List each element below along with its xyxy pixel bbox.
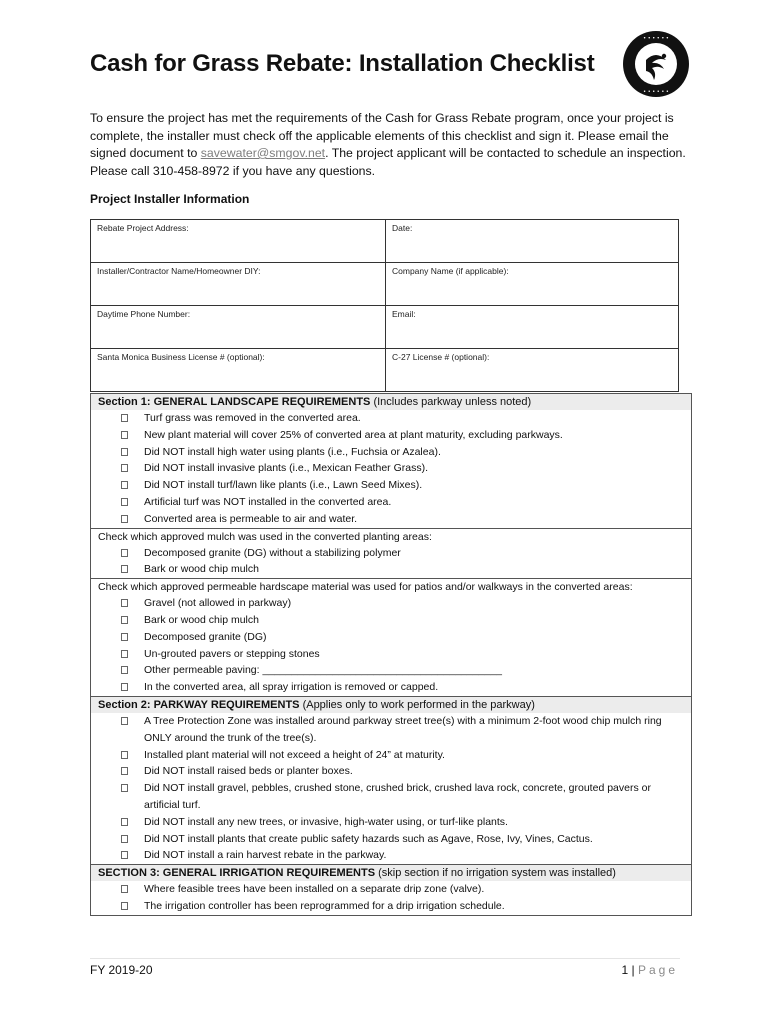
intro-paragraph xyxy=(90,110,690,180)
checkbox[interactable] xyxy=(121,565,128,573)
checklist-item-text: Did NOT install gravel, pebbles, crushed stone, crushed brick, crushed lava rock, concrete, grouted pavers or artificial turf. xyxy=(144,782,651,811)
checklist-subheading: Check which approved mulch was used in the converted planting areas: xyxy=(91,528,691,545)
checkbox[interactable] xyxy=(121,835,128,843)
checklist-item-text: Did NOT install plants that create public safety hazards such as Agave, Rose, Ivy, Vines, Cactus. xyxy=(144,832,593,845)
info-field[interactable]: Company Name (if applicable): xyxy=(386,263,679,306)
checklist-item xyxy=(91,494,691,511)
installer-info-table xyxy=(90,219,679,392)
page-label: Page xyxy=(637,963,678,977)
svg-text:• • • • • •: • • • • • • xyxy=(643,89,669,95)
page-number: 1 xyxy=(621,963,629,977)
checklist-item-text: Installed plant material will not exceed a height of 24” at maturity. xyxy=(144,748,445,761)
section-note: (skip section if no irrigation system was installed) xyxy=(378,867,616,880)
checklist-item-text: Turf grass was removed in the converted area. xyxy=(144,412,361,424)
checklist-item xyxy=(91,713,691,747)
checklist-item xyxy=(91,545,691,562)
info-field[interactable]: Date: xyxy=(386,220,679,263)
section-header xyxy=(91,864,691,881)
checklist-item xyxy=(91,646,691,663)
fiscal-year-label: FY 2019-20 xyxy=(90,963,153,977)
page-indicator xyxy=(621,963,678,977)
section-note: (Includes parkway unless noted) xyxy=(373,396,532,408)
footer-divider xyxy=(90,958,680,959)
info-field[interactable]: C-27 License # (optional): xyxy=(386,349,679,392)
requirements-checklist xyxy=(90,393,692,916)
info-row xyxy=(91,349,679,392)
checklist-item-text: A Tree Protection Zone was installed around parkway street tree(s) with a minimum 2-foot wood chip mulch ring ONLY around the trunk of the tree(s). xyxy=(144,714,662,744)
checkbox[interactable] xyxy=(121,549,128,557)
checklist-item xyxy=(91,831,691,848)
section-header xyxy=(91,696,691,713)
checklist-item xyxy=(91,763,691,780)
section-header xyxy=(91,394,691,410)
page-separator: | xyxy=(631,963,635,977)
checklist-item-text: New plant material will cover 25% of converted area at plant maturity, excluding parkways. xyxy=(144,428,563,441)
checkbox[interactable] xyxy=(121,666,128,674)
checkbox[interactable] xyxy=(121,599,128,607)
checklist-item xyxy=(91,410,691,427)
checklist-item xyxy=(91,629,691,646)
checklist-item xyxy=(91,780,691,814)
installer-info-heading: Project Installer Information xyxy=(90,192,250,206)
checklist-item xyxy=(91,460,691,477)
checkbox[interactable] xyxy=(121,431,128,439)
checklist-item xyxy=(91,612,691,629)
document-title: Cash for Grass Rebate: Installation Checklist xyxy=(90,50,595,77)
info-field[interactable]: Daytime Phone Number: xyxy=(91,306,386,349)
section-note: (Applies only to work performed in the parkway) xyxy=(302,698,535,711)
checkbox[interactable] xyxy=(121,767,128,775)
checklist-item xyxy=(91,595,691,612)
checkbox[interactable] xyxy=(121,448,128,456)
checkbox[interactable] xyxy=(121,751,128,759)
info-row xyxy=(91,263,679,306)
checklist-item-text: In the converted area, all spray irrigation is removed or capped. xyxy=(144,681,439,694)
section-title: Section 2: PARKWAY REQUIREMENTS xyxy=(98,698,300,711)
checklist-item-text: Artificial turf was NOT installed in the converted area. xyxy=(144,495,392,508)
checklist-item xyxy=(91,881,691,898)
checkbox[interactable] xyxy=(121,464,128,472)
checklist-item-text: Where feasible trees have been installed on a separate drip zone (valve). xyxy=(144,883,485,896)
checklist-item-text: Did NOT install a rain harvest rebate in the parkway. xyxy=(144,849,387,862)
checklist-item xyxy=(91,511,691,528)
checklist-item-text: Other permeable paving: _________________________________________ xyxy=(144,664,502,677)
checkbox[interactable] xyxy=(121,902,128,910)
checkbox[interactable] xyxy=(121,851,128,859)
city-seal-logo xyxy=(622,30,690,98)
section-title: SECTION 3: GENERAL IRRIGATION REQUIREMENTS xyxy=(98,867,376,880)
info-field[interactable]: Santa Monica Business License # (optional): xyxy=(91,349,386,392)
section-title: Section 1: GENERAL LANDSCAPE REQUIREMENTS xyxy=(98,396,371,408)
checklist-item xyxy=(91,898,691,915)
checklist-item-text: Un-grouted pavers or stepping stones xyxy=(144,647,320,660)
intro-text-after: . The project applicant will be contacted to schedule an inspection. Please call 310-458-8972 if you have any questions. xyxy=(90,146,686,178)
checkbox[interactable] xyxy=(121,498,128,506)
checkbox[interactable] xyxy=(121,650,128,658)
checklist-subheading: Check which approved permeable hardscape material was used for patios and/or walkways in the converted areas: xyxy=(91,578,691,595)
checkbox[interactable] xyxy=(121,481,128,489)
checklist-item xyxy=(91,477,691,494)
checkbox[interactable] xyxy=(121,633,128,641)
checkbox[interactable] xyxy=(121,885,128,893)
info-row xyxy=(91,306,679,349)
info-row xyxy=(91,220,679,263)
checklist-item xyxy=(91,679,691,696)
checklist-item-text: Decomposed granite (DG) xyxy=(144,630,267,643)
checklist-item-text: Did NOT install invasive plants (i.e., Mexican Feather Grass). xyxy=(144,462,428,475)
checklist-item-text: Gravel (not allowed in parkway) xyxy=(144,597,292,610)
info-field[interactable]: Rebate Project Address: xyxy=(91,220,386,263)
checklist-item-text: Bark or wood chip mulch xyxy=(144,563,259,576)
checklist-item xyxy=(91,662,691,679)
checklist-item xyxy=(91,444,691,461)
email-link[interactable]: savewater@smgov.net xyxy=(200,146,326,160)
info-field[interactable]: Email: xyxy=(386,306,679,349)
checklist-item-text: Did NOT install raised beds or planter boxes. xyxy=(144,765,353,778)
checklist-item xyxy=(91,747,691,764)
checkbox[interactable] xyxy=(121,784,128,792)
checklist-item xyxy=(91,561,691,578)
checklist-item-text: Converted area is permeable to air and water. xyxy=(144,512,358,525)
checklist-item xyxy=(91,847,691,864)
checklist-item-text: The irrigation controller has been reprogrammed for a drip irrigation schedule. xyxy=(144,899,505,912)
checklist-item-text: Did NOT install turf/lawn like plants (i.e., Lawn Seed Mixes). xyxy=(144,479,423,492)
checkbox[interactable] xyxy=(121,616,128,624)
checkbox[interactable] xyxy=(121,515,128,523)
svg-text:• • • • • •: • • • • • • xyxy=(643,35,669,42)
checklist-item xyxy=(91,814,691,831)
checklist-item-text: Did NOT install high water using plants (i.e., Fuchsia or Azalea). xyxy=(144,445,441,458)
checkbox[interactable] xyxy=(121,818,128,826)
checklist-item-text: Did NOT install any new trees, or invasive, high-water using, or turf-like plants. xyxy=(144,815,508,828)
intro-text-before: To ensure the project has met the requirements of the Cash for Grass Rebate program, once your project is complete, the installer must check off the applicable elements of this checklist and sign it. Please email the signed document to xyxy=(90,111,674,160)
info-field[interactable]: Installer/Contractor Name/Homeowner DIY: xyxy=(91,263,386,306)
checklist-item-text: Decomposed granite (DG) without a stabilizing polymer xyxy=(144,546,401,559)
checkbox[interactable] xyxy=(121,717,128,725)
checklist-item xyxy=(91,427,691,444)
checkbox[interactable] xyxy=(121,683,128,691)
checkbox[interactable] xyxy=(121,414,128,422)
checklist-item-text: Bark or wood chip mulch xyxy=(144,613,259,626)
